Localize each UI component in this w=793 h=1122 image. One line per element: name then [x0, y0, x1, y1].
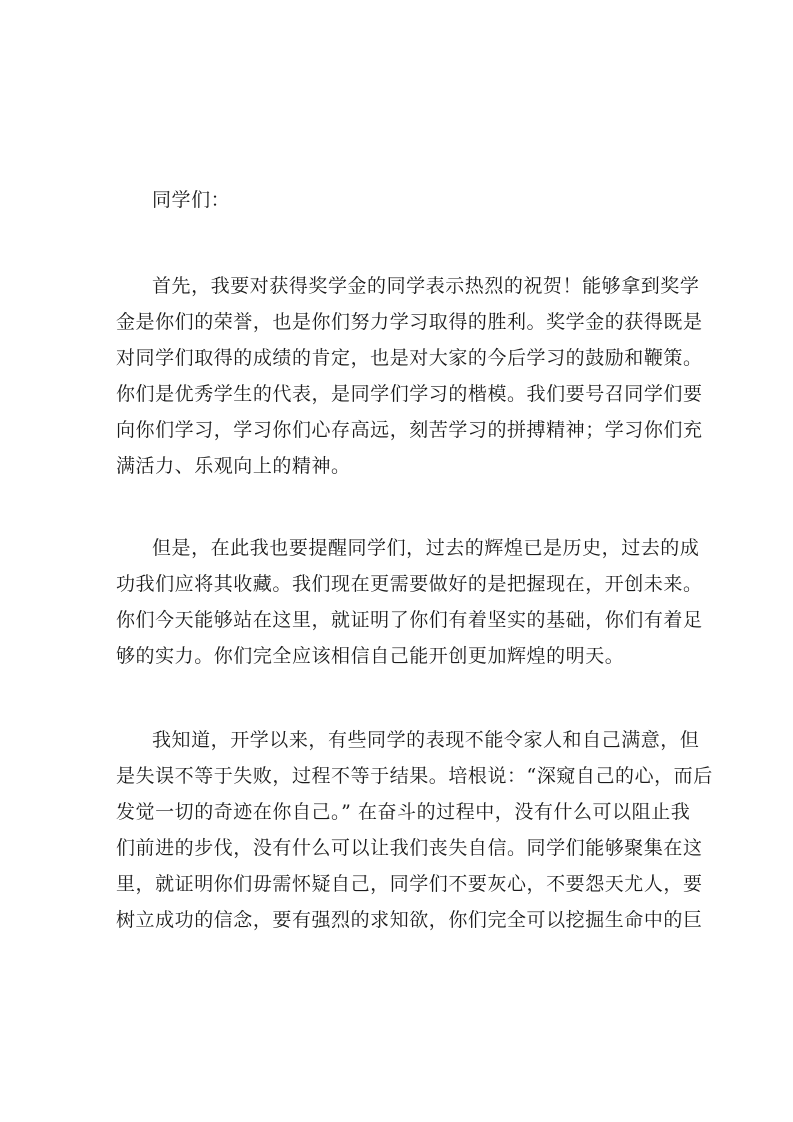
paragraph-line: 发觉一切的奇迹在你自己。” 在奋斗的过程中，没有什么可以阻止我 — [116, 801, 691, 823]
paragraph-line: 功我们应将其收藏。我们现在更需要做好的是把握现在，开创未来。 — [116, 573, 703, 595]
paragraph-line: 但是，在此我也要提醒同学们，过去的辉煌已是历史，过去的成 — [152, 537, 700, 559]
paragraph-line: 向你们学习，学习你们心存高远，刻苦学习的拼搏精神；学习你们充 — [116, 419, 703, 441]
paragraph-line: 我知道，开学以来，有些同学的表现不能令家人和自己满意，但 — [152, 729, 700, 751]
salutation: 同学们： — [152, 189, 231, 211]
paragraph-line: 对同学们取得的成绩的肯定，也是对大家的今后学习的鼓励和鞭策。 — [116, 347, 703, 369]
paragraph-line: 你们是优秀学生的代表，是同学们学习的楷模。我们要号召同学们要 — [116, 383, 703, 405]
paragraph-line: 树立成功的信念，要有强烈的求知欲，你们完全可以挖掘生命中的巨 — [116, 909, 703, 931]
paragraph-line: 满活力、乐观向上的精神。 — [116, 455, 351, 477]
paragraph-line: 里，就证明你们毋需怀疑自己，同学们不要灰心，不要怨天尤人，要 — [116, 873, 703, 895]
paragraph-line: 金是你们的荣誉，也是你们努力学习取得的胜利。奖学金的获得既是 — [116, 311, 703, 333]
paragraph-line: 们前进的步伐，没有什么可以让我们丧失自信。同学们能够聚集在这 — [116, 837, 703, 859]
paragraph-line: 你们今天能够站在这里，就证明了你们有着坚实的基础，你们有着足 — [116, 609, 703, 631]
paragraph-line: 够的实力。你们完全应该相信自己能开创更加辉煌的明天。 — [116, 645, 625, 667]
paragraph-line: 是失误不等于失败，过程不等于结果。培根说：“深窥自己的心，而后 — [116, 765, 713, 787]
paragraph-line: 首先，我要对获得奖学金的同学表示热烈的祝贺！能够拿到奖学 — [152, 275, 700, 297]
